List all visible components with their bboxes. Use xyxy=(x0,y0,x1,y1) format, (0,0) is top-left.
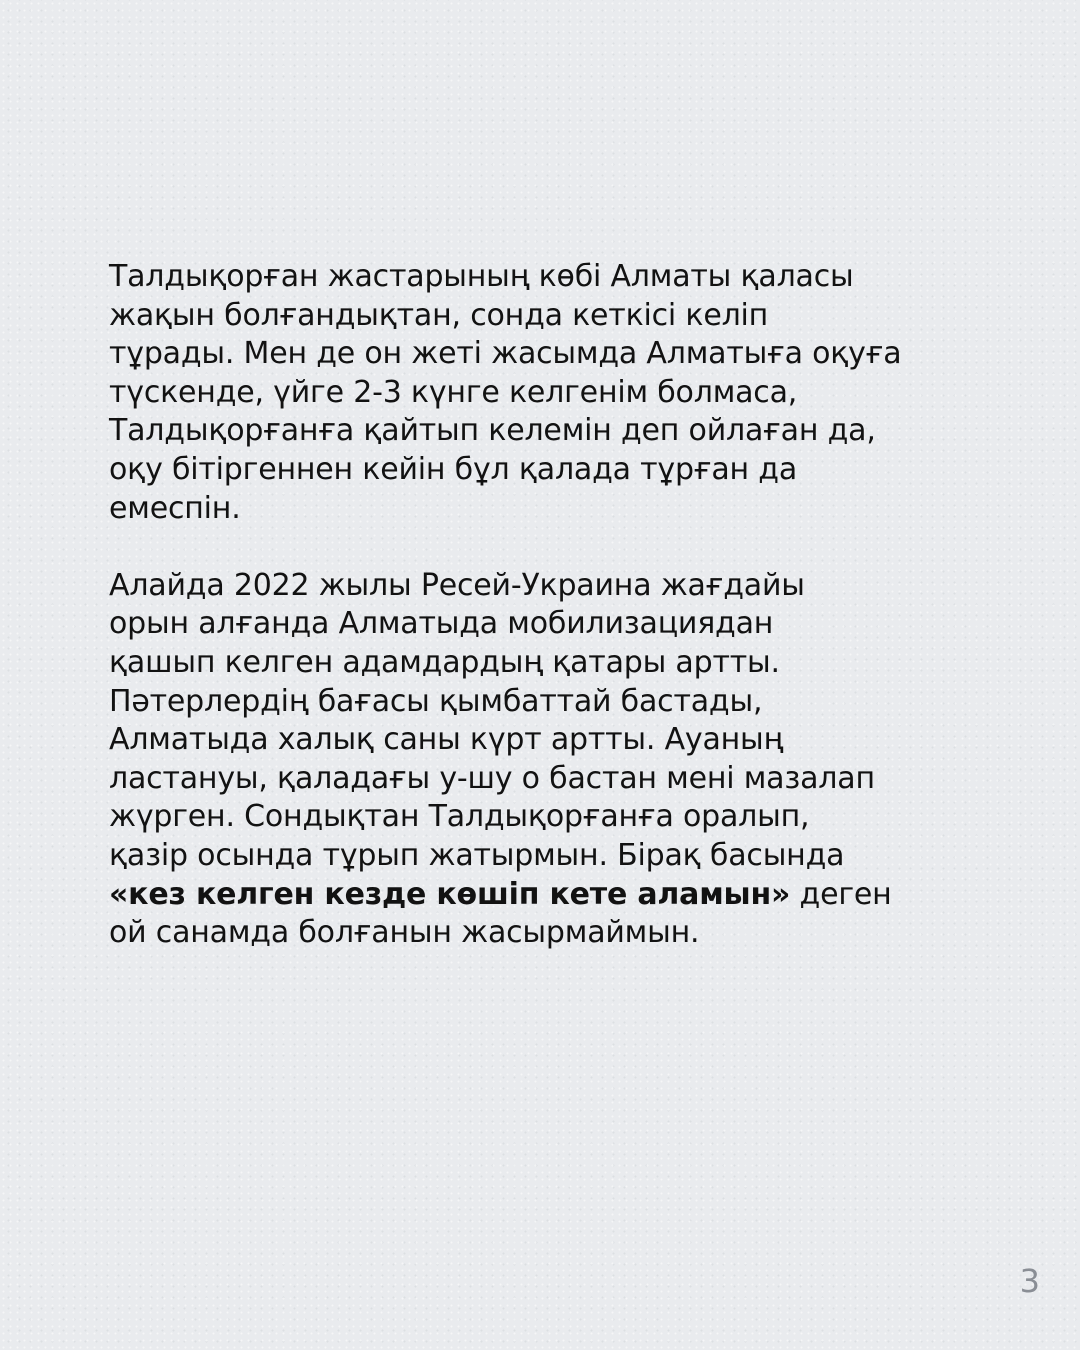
text-line: ластануы, қаладағы у-шу о бастан мені мазалап xyxy=(109,760,875,796)
paragraph-1 xyxy=(109,258,1009,528)
text-line: түскенде, үйге 2-3 күнге келгенім болмаса, xyxy=(109,374,798,410)
paragraph-2 xyxy=(109,567,1009,953)
page-number: 3 xyxy=(1019,1262,1040,1300)
text-line: Алматыда халық саны күрт артты. Ауаның xyxy=(109,722,784,758)
emphasis-line xyxy=(109,876,1009,915)
text-line: қашып келген адамдардың қатары артты. xyxy=(109,644,780,680)
text-line: тұрады. Мен де он жеті жасымда Алматыға оқуға xyxy=(109,336,902,372)
text-line: жақын болғандықтан, сонда кеткісі келіп xyxy=(109,297,769,333)
text-line: жүрген. Сондықтан Талдықорғанға оралып, xyxy=(109,799,810,835)
text-line: оқу бітіргеннен кейін бұл қалада тұрған да xyxy=(109,451,798,487)
text-line: ой санамда болғанын жасырмаймын. xyxy=(109,915,700,951)
text-line: қазір осында тұрып жатырмын. Бірақ басында xyxy=(109,837,845,873)
bold-quote: «кез келген кезде көшіп кете аламын» xyxy=(109,876,791,912)
text-line: орын алғанда Алматыда мобилизациядан xyxy=(109,606,774,642)
text-line: Пәтерлердің бағасы қымбаттай бастады, xyxy=(109,683,763,719)
text-line: Талдықорғанға қайтып келемін деп ойлаған да, xyxy=(109,413,876,449)
article-body xyxy=(109,258,1009,953)
text-line: Талдықорған жастарының көбі Алматы қаласы xyxy=(109,259,854,294)
quote-continuation: деген xyxy=(790,876,892,912)
text-line: емеспін. xyxy=(109,490,241,526)
text-line: Алайда 2022 жылы Ресей-Украина жағдайы xyxy=(109,567,805,603)
